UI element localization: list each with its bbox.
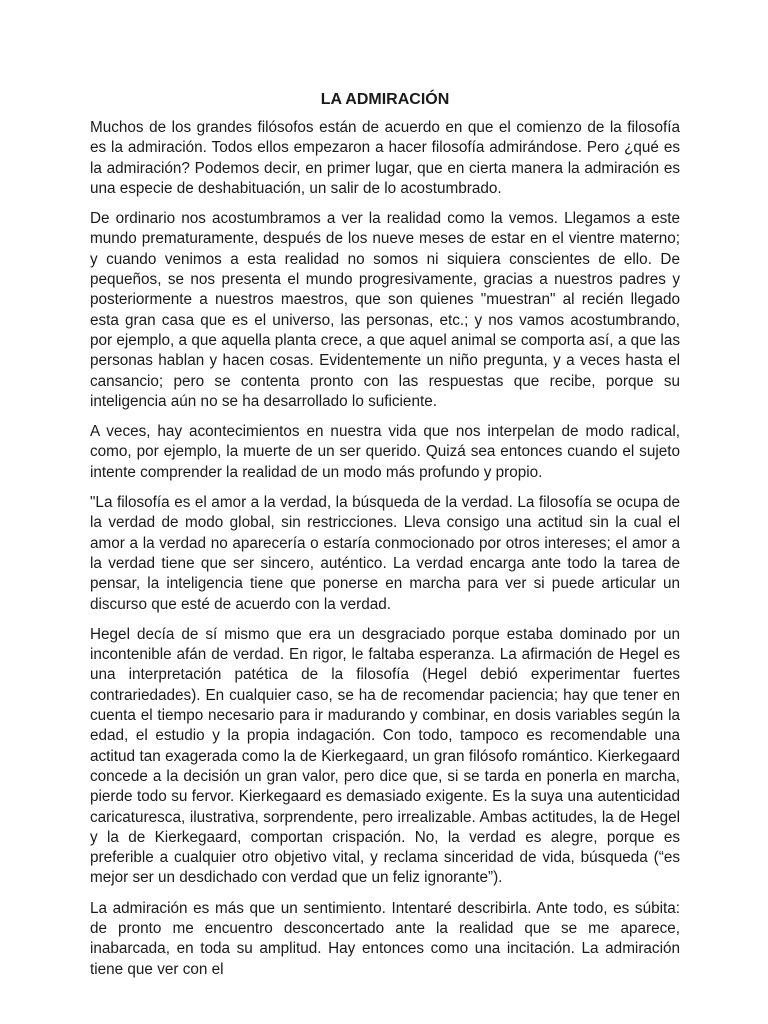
paragraph-6: La admiración es más que un sentimiento. Intentaré describirla. Ante todo, es súbita: de pronto me encuentro desconcertado ante la realidad que se me aparece, inabarcada, en toda su amplitud. Hay entonces como una incitación. La admiración tiene que ver con el: [90, 899, 680, 978]
paragraph-5: Hegel decía de sí mismo que era un desgraciado porque estaba dominado por un incontenible afán de verdad. En rigor, le faltaba esperanza. La afirmación de Hegel es una interpretación patética de la filosofía (Hegel debió experimentar fuertes contrariedades). En cualquier caso, se ha de recomendar paciencia; hay que tener en cuenta el tiempo necesario para ir madurando y combinar, en dosis variables según la edad, el estudio y la propia indagación. Con todo, tampoco es recomendable una actitud tan exagerada como la de Kierkegaard, un gran filósofo romántico. Kierkegaard concede a la decisión un gran valor, pero dice que, si se tarda en ponerla en marcha, pierde todo su fervor. Kierkegaard es demasiado exigente. Es la suya una autenticidad caricaturesca, ilustrativa, sorprendente, pero irrealizable. Ambas actitudes, la de Hegel y la de Kierkegaard, comportan crispación. No, la verdad es alegre, porque es preferible a cualquier otro objetivo vital, y reclama sinceridad de vida, búsqueda (“es mejor ser un desdichado con verdad que un feliz ignorante”).: [90, 625, 680, 887]
paragraph-1: Muchos de los grandes filósofos están de acuerdo en que el comienzo de la filosofía es la admiración. Todos ellos empezaron a hacer filosofía admirándose. Pero ¿qué es la admiración? Podemos decir, en primer lugar, que en cierta manera la admiración es una especie de deshabituación, un salir de lo acostumbrado.: [90, 119, 680, 197]
document-page: [90, 90, 680, 990]
page-title: LA ADMIRACIÓN: [320, 91, 450, 108]
paragraph-4: "La filosofía es el amor a la verdad, la búsqueda de la verdad. La filosofía se ocupa de la verdad de modo global, sin restricciones. Lleva consigo una actitud sin la cual el amor a la verdad no aparecería o estaría conmocionado por otros intereses; el amor a la verdad tiene que ser sincero, auténtico. La verdad encarga ante todo la tarea de pensar, la inteligencia tiene que ponerse en marcha para ver si puede articular un discurso que esté de acuerdo con la verdad.: [90, 494, 680, 613]
paragraph-2: De ordinario nos acostumbramos a ver la realidad como la vemos. Llegamos a este mundo prematuramente, después de los nueve meses de estar en el vientre materno; y cuando venimos a esta realidad no somos ni siquiera conscientes de ello. De pequeños, se nos presenta el mundo progresivamente, gracias a nuestros padres y posteriormente a nuestros maestros, que son quienes "muestran" al recién llegado esta gran casa que es el universo, las personas, etc.; y nos vamos acostumbrando, por ejemplo, a que aquella planta crece, a que aquel animal se comporta así, a que las personas hablan y hacen cosas. Evidentemente un niño pregunta, y a veces hasta el cansancio; pero se contenta pronto con las respuestas que recibe, porque su inteligencia aún no se ha desarrollado lo suficiente.: [90, 210, 680, 410]
paragraph-3: A veces, hay acontecimientos en nuestra vida que nos interpelan de modo radical, como, por ejemplo, la muerte de un ser querido. Quizá sea entonces cuando el sujeto intente comprender la realidad de un modo más profundo y propio.: [90, 423, 680, 481]
